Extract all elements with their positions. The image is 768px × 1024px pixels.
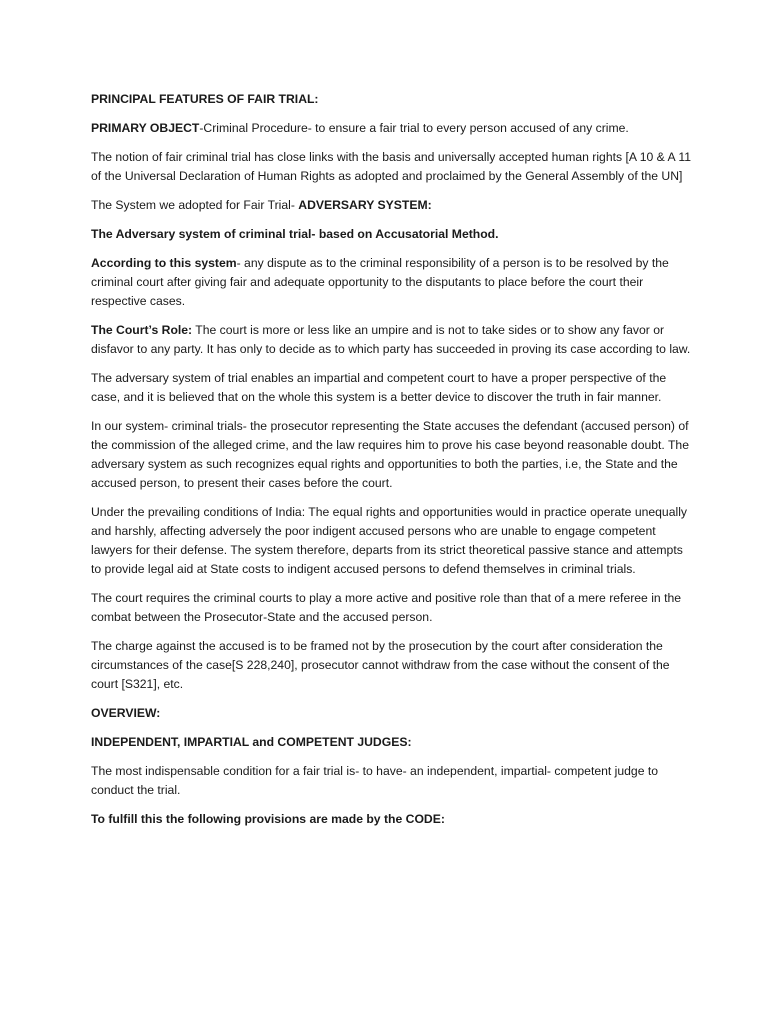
system-adopted-text: The System we adopted for Fair Trial-	[91, 198, 299, 212]
judges-heading: INDEPENDENT, IMPARTIAL and COMPETENT JUDGES:	[91, 735, 412, 749]
paragraph-india-conditions: Under the prevailing conditions of India: The equal rights and opportunities would in practice operate unequally and harshly, affecting adversely the poor indigent accused persons who are unable to engage competent lawyers for their defense. The system therefore, departs from its strict theoretical passive stance and attempts to provide legal aid at State costs to indigent accused persons to defend themselves in criminal trials.	[91, 505, 687, 576]
paragraph-accusatorial-method: The Adversary system of criminal trial- based on Accusatorial Method.	[91, 227, 499, 241]
paragraph-system-adopted	[91, 196, 691, 215]
adversary-system-label: ADVERSARY SYSTEM:	[298, 198, 432, 212]
paragraph-provisions: To fulfill this the following provisions are made by the CODE:	[91, 812, 445, 826]
paragraph-our-system: In our system- criminal trials- the prosecutor representing the State accuses the defendant (accused person) of the commission of the alleged crime, and the law requires him to prove his case beyond reasonable doubt. The adversary system as such recognizes equal rights and opportunities to both the parties, i.e, the State and the accused person, to present their cases before the court.	[91, 419, 689, 490]
overview-heading: OVERVIEW:	[91, 706, 161, 720]
court-role-label: The Court’s Role:	[91, 323, 193, 337]
primary-object-label: PRIMARY OBJECT	[91, 121, 200, 135]
document-heading: PRINCIPAL FEATURES OF FAIR TRIAL:	[91, 92, 319, 106]
paragraph-court-role	[91, 321, 691, 359]
primary-object-text: -Criminal Procedure- to ensure a fair trial to every person accused of any crime.	[199, 121, 629, 135]
paragraph-charge: The charge against the accused is to be framed not by the prosecution by the court after consideration the circumstances of the case[S 228,240], prosecutor cannot withdraw from the case without the consent of the court [S321], etc.	[91, 639, 670, 691]
paragraph-court-requires: The court requires the criminal courts to play a more active and positive role than that of a mere referee in the combat between the Prosecutor-State and the accused person.	[91, 591, 682, 624]
document-page	[91, 90, 691, 839]
paragraph-primary-object	[91, 119, 691, 138]
paragraph-according-to-system	[91, 254, 691, 311]
court-role-text: The court is more or less like an umpire and is not to take sides or to show any favor or disfavor to any party. It has only to decide as to which party has succeeded in proving its case according to law.	[91, 323, 691, 356]
paragraph-indispensable-condition: The most indispensable condition for a fair trial is- to have- an independent, impartial- competent judge to conduct the trial.	[91, 764, 659, 797]
according-text: - any dispute as to the criminal responsibility of a person is to be resolved by the criminal court after giving fair and adequate opportunity to the disputants to place before the court their respective cases.	[91, 256, 669, 308]
paragraph-adversary-enables: The adversary system of trial enables an impartial and competent court to have a proper perspective of the case, and it is believed that on the whole this system is a better device to discover the truth in fair manner.	[91, 371, 667, 404]
paragraph-fair-trial-notion: The notion of fair criminal trial has close links with the basis and universally accepted human rights [A 10 & A 11 of the Universal Declaration of Human Rights as adopted and proclaimed by the General Assembly of the UN]	[91, 150, 691, 183]
according-label: According to this system	[91, 256, 237, 270]
